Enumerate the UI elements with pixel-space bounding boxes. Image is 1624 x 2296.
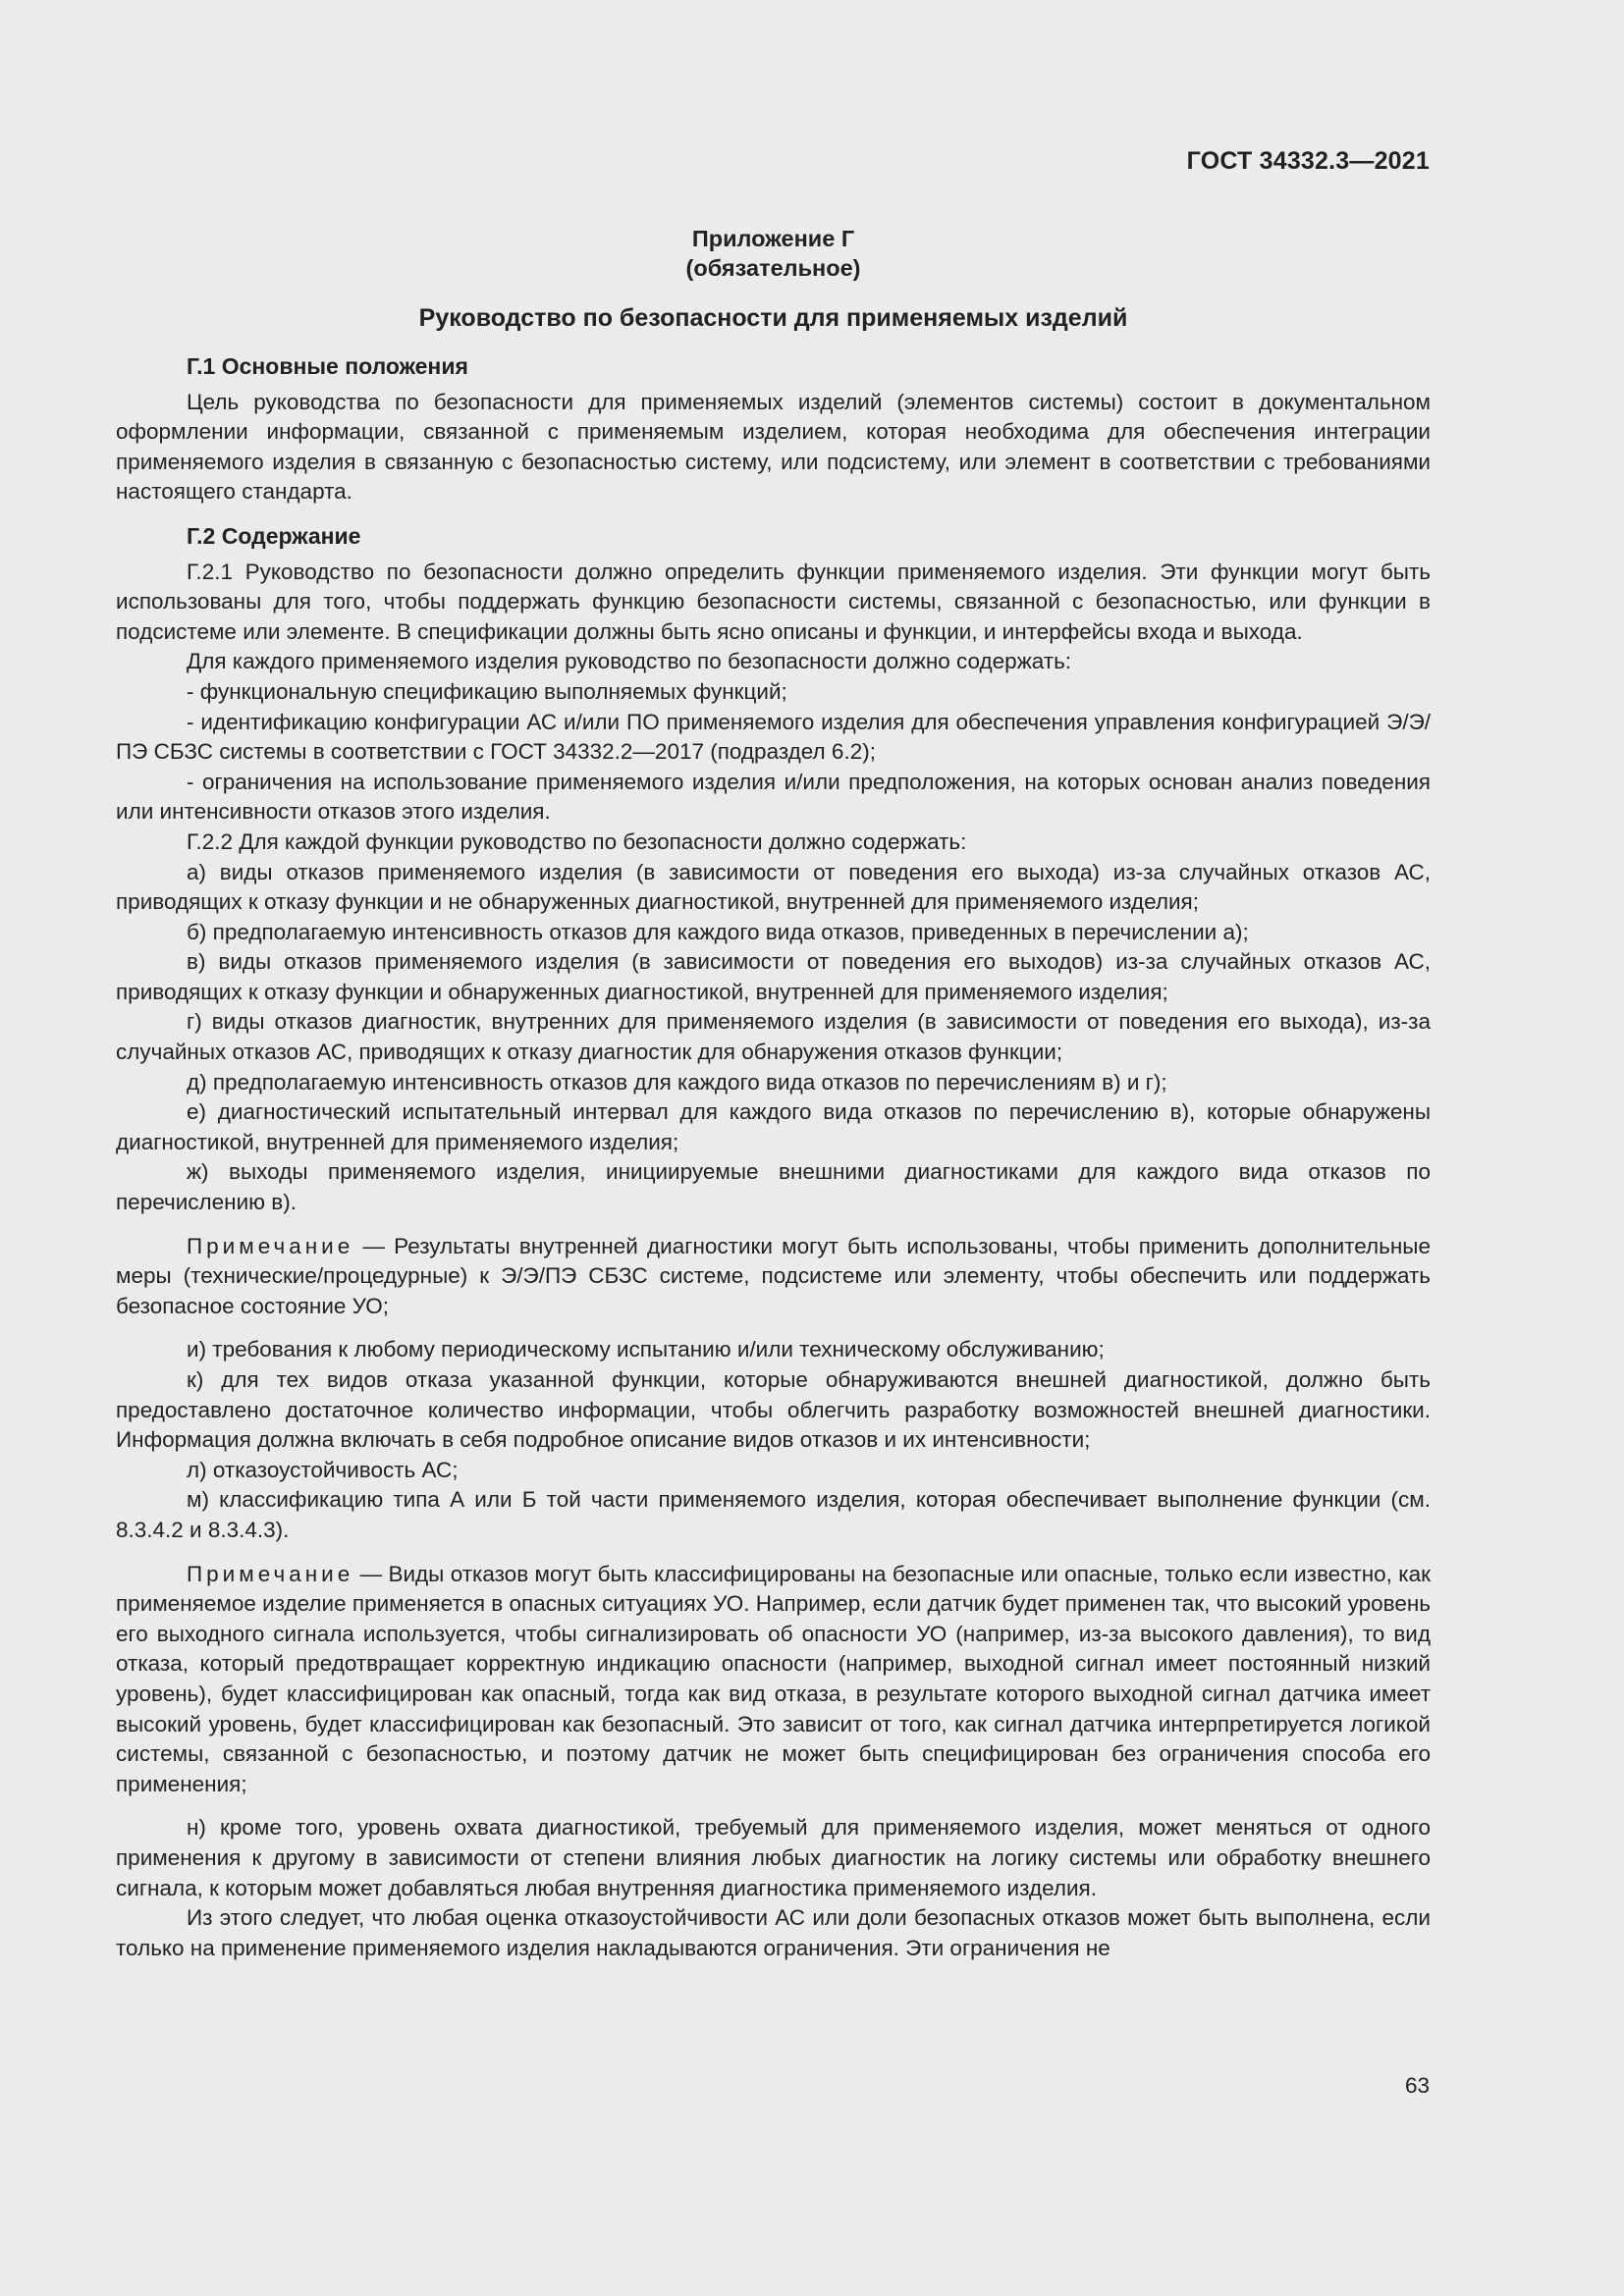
appendix-title <box>116 224 1431 283</box>
paragraph-g21-intro: Для каждого применяемого изделия руководство по безопасности должно содержать: <box>187 649 1072 674</box>
list-item-m: м) классификацию типа А или Б той части применяемого изделия, которая обеспечивает выполнение функции (см. 8.3.4.2 и 8.3.4.3). <box>116 1487 1431 1542</box>
note-2-text: — Виды отказов могут быть классифицированы на безопасные или опасные, только если известно, как применяемое изделие применяется в опасных ситуациях УО. Например, если датчик будет применен так, что высокий уровень его выходного сигнала используется, чтобы сигнализировать об опасности УО (например, из-за высокого давления), то вид отказа, который предотвращает корректную индикацию опасности (например, выходной сигнал имеет постоянный низкий уровень), будет классифицирован как опасный, тогда как вид отказа, в результате которого выходной сигнал датчика имеет высокий уровень, будет классифицирован как безопасный. Это зависит от того, как сигнал датчика интерпретируется логикой системы, связанной с безопасностью, и поэтому датчик не может быть специфицирован без ограничения способа его применения; <box>116 1561 1431 1796</box>
note-1 <box>116 1232 1431 1322</box>
list-item: - идентификацию конфигурации АС и/или ПО применяемого изделия для обеспечения управления конфигурацией Э/Э/ПЭ СБЗС системы в соответствии с ГОСТ 34332.2—2017 (подраздел 6.2); <box>116 709 1431 765</box>
note-2-label: Примечание <box>187 1561 354 1586</box>
list-item-v: в) виды отказов применяемого изделия (в зависимости от поведения его выходов) из-за случайных отказов АС, приводящих к отказу функции и обнаруженных диагностикой, внутренней для применяемого изделия; <box>116 949 1431 1004</box>
list-item-l: л) отказоустойчивость АС; <box>187 1457 459 1482</box>
paragraph-g21: Г.2.1 Руководство по безопасности должно определить функции применяемого изделия. Эти функции могут быть использованы для того, чтобы поддержать функцию безопасности системы, связанной с безопасностью, или функции в подсистеме или элементе. В спецификации должны быть ясно описаны и функции, и интерфейсы входа и выхода. <box>116 559 1431 644</box>
paragraph-g22-intro: Г.2.2 Для каждой функции руководство по безопасности должно содержать: <box>187 828 967 854</box>
note-1-label: Примечание <box>187 1233 354 1258</box>
section-heading-g1: Г.1 Основные положения <box>187 353 468 379</box>
page-number: 63 <box>1404 2073 1430 2098</box>
note-1-text: — Результаты внутренней диагностики могут быть использованы, чтобы применить дополнительные меры (технические/процедурные) к Э/Э/ПЭ СБЗС системе, подсистеме или элементу, чтобы обеспечить или поддержать безопасное состояние УО; <box>116 1233 1431 1318</box>
list-item-d: д) предполагаемую интенсивность отказов для каждого вида отказов по перечислениям в) и г); <box>187 1069 1167 1095</box>
list-item-zh: ж) выходы применяемого изделия, инициируемые внешними диагностиками для каждого вида отказов по перечислению в). <box>116 1159 1431 1215</box>
list-item-g: г) виды отказов диагностик, внутренних для применяемого изделия (в зависимости от поведения его выхода), из-за случайных отказов АС, приводящих к отказу диагностик для обнаружения отказов функции; <box>116 1009 1431 1065</box>
note-2 <box>116 1560 1431 1800</box>
list-item-k: к) для тех видов отказа указанной функции, которые обнаруживаются внешней диагностикой, должно быть предоставлено достаточное количество информации, чтобы облегчить разработку возможностей внешней диагностики. Информация должна включать в себя подробное описание видов отказов и их интенсивности; <box>116 1367 1431 1453</box>
list-item-n: н) кроме того, уровень охвата диагностикой, требуемый для применяемого изделия, может меняться от одного применения к другому в зависимости от степени влияния любых диагностик на логику системы или обработку внешнего сигнала, к которым может добавляться любая внутренняя диагностика применяемого изделия. <box>116 1815 1431 1900</box>
list-item-i: и) требования к любому периодическому испытанию и/или техническому обслуживанию; <box>187 1337 1105 1362</box>
list-item: - функциональную спецификацию выполняемых функций; <box>187 678 787 704</box>
document-body <box>116 224 1431 1963</box>
paragraph-final: Из этого следует, что любая оценка отказоустойчивости АС или доли безопасных отказов может быть выполнена, если только на применение применяемого изделия накладываются ограничения. Эти ограничения не <box>116 1905 1431 1960</box>
section-heading-g2: Г.2 Содержание <box>187 522 361 549</box>
list-item-e: е) диагностический испытательный интервал для каждого вида отказов по перечислению в), которые обнаружены диагностикой, внутренней для применяемого изделия; <box>116 1099 1431 1154</box>
document-title: Руководство по безопасности для применяемых изделий <box>418 304 1128 332</box>
standard-id: ГОСТ 34332.3—2021 <box>1186 147 1430 175</box>
list-item-b: б) предполагаемую интенсивность отказов для каждого вида отказов, приведенных в перечислении а); <box>187 919 1249 944</box>
paragraph-g1: Цель руководства по безопасности для применяемых изделий (элементов системы) состоит в документальном оформлении информации, связанной с применяемым изделием, которая необходима для обеспечения интеграции применяемого изделия в связанную с безопасностью систему, или подсистему, или элемент в соответствии с требованиями настоящего стандарта. <box>116 389 1431 505</box>
list-item: - ограничения на использование применяемого изделия и/или предположения, на которых основан анализ поведения или интенсивности отказов этого изделия. <box>116 769 1431 825</box>
appendix-status: (обязательное) <box>685 255 861 281</box>
appendix-label: Приложение Г <box>691 226 855 251</box>
list-item-a: а) виды отказов применяемого изделия (в зависимости от поведения его выхода) из-за случайных отказов АС, приводящих к отказу функции и не обнаруженных диагностикой, внутренней для применяемого изделия; <box>116 859 1431 915</box>
